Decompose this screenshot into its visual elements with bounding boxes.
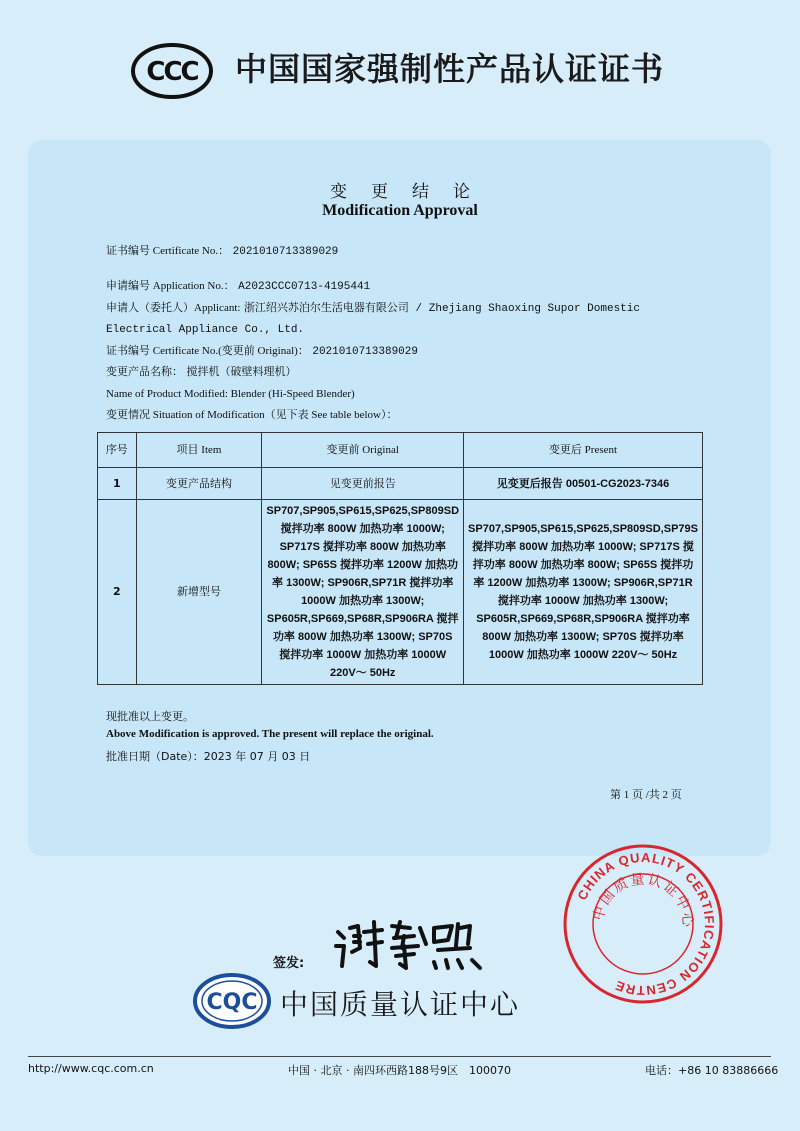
row-original: 见变更前报告 [262,468,464,500]
original-certificate-number [106,344,418,359]
cert-no-orig-value: 2021010713389029 [312,346,418,358]
row-present: SP707,SP905,SP615,SP625,SP809SD,SP79S 搅拌功率 800W 加热功率 1000W; SP717S 搅拌功率 800W 加热功率 800W; SP65S 搅拌功率 1200W 加热功率 1300W; SP906R,SP71R 搅拌功率 1000W 加热功率 1300W; SP605R,SP669,SP68R,SP906RA 搅拌功率 800W 加热功率 1300W; SP70S 搅拌功率 1000W 加热功率 1000W 220V～ 50Hz [464,500,703,685]
svg-text:CQC: CQC [206,990,258,1015]
approval-date [106,748,310,764]
certificate-title: 中国国家强制性产品认证证书 [235,50,665,88]
product-en-label: Name of Product Modified: [106,388,228,400]
header-seq: 序号 [98,433,137,468]
signature-label: 签发: [273,956,305,971]
product-cn-value: 搅拌机（破壁料理机） [186,366,297,378]
situation-of-modification [106,408,397,422]
svg-text:中国质量认证中心: 中国质量认证中心 [590,871,696,930]
product-name-en [106,387,355,401]
issuer-name: 中国质量认证中心 [280,988,521,1021]
product-en-value: Blender (Hi-Speed Blender) [230,388,355,400]
page-number: 第 1 页 /共 2 页 [610,789,682,801]
section-title-en: Modification Approval [322,202,478,219]
table-row [98,500,703,685]
date-label: 批准日期（Date）： [106,750,204,763]
header-original: 变更前 Original [262,433,464,468]
footer-divider [28,1056,771,1057]
cert-no-value: 2021010713389029 [232,246,339,258]
product-cn-label: 变更产品名称： [106,366,183,378]
table-row [98,468,703,500]
certificate-header [0,0,800,130]
situation-label: 变更情况 Situation of Modification（见下表 See table below）： [106,409,398,421]
certification-seal-icon [562,843,724,1005]
applicant-value-line1: 浙江绍兴苏泊尔生活电器有限公司 / Zhejiang Shaoxing Supor Domestic [243,303,640,315]
svg-text:CCC: CCC [146,57,198,87]
footer-website: http://www.cqc.com.cn [28,1062,154,1075]
table-header-row [98,433,703,468]
date-value: 2023 年 07 月 03 日 [203,750,311,763]
row-seq: 1 [98,468,137,500]
cert-no-orig-label: 证书编号 Certificate No.(变更前 Original)： [106,345,309,357]
row-seq: 2 [98,500,137,685]
row-item: 变更产品结构 [136,468,262,500]
section-title-cn: 变更结论 [330,182,494,202]
row-present: 见变更后报告 00501-CG2023-7346 [464,468,703,500]
row-item: 新增型号 [136,500,262,685]
header-present: 变更后 Present [464,433,703,468]
approval-text-en: Above Modification is approved. The present will replace the original. [106,728,434,740]
certificate-number [106,244,338,259]
applicant-label: 申请人（委托人）Applicant: [106,302,241,314]
approval-text-cn: 现批准以上变更。 [106,710,194,723]
header-item: 项目 Item [136,433,262,468]
row-original: SP707,SP905,SP615,SP625,SP809SD 搅拌功率 800W 加热功率 1000W; SP717S 搅拌功率 800W 加热功率 800W; SP65S 搅拌功率 1200W 加热功率 1300W; SP906R,SP71R 搅拌功率 1000W 加热功率 1300W; SP605R,SP669,SP68R,SP906RA 搅拌功率 800W 加热功率 1300W; SP70S 搅拌功率 1000W 加热功率 1000W 220V～ 50Hz [262,500,464,685]
footer-phone: 电话：+86 10 83886666 [645,1064,779,1077]
cqc-logo-icon [192,972,272,1030]
applicant-continued [106,322,304,337]
footer-address: 中国 · 北京 · 南四环西路188号9区 100070 [288,1064,511,1077]
cert-no-label: 证书编号 Certificate No.： [106,245,230,257]
app-no-value: A2023CCC0713-4195441 [238,281,371,293]
application-number [106,279,370,294]
app-no-label: 申请编号 Application No.： [106,280,235,292]
ccc-logo-icon [130,42,214,100]
svg-text:CHINA QUALITY CERTIFICATION CE: CHINA QUALITY CERTIFICATION CENTRE [574,849,718,999]
handwritten-signature-icon [330,918,500,972]
modification-table [97,432,703,685]
applicant-value-line2: Electrical Appliance Co., Ltd. [106,324,305,336]
applicant [106,301,640,316]
product-name-cn [106,365,297,379]
